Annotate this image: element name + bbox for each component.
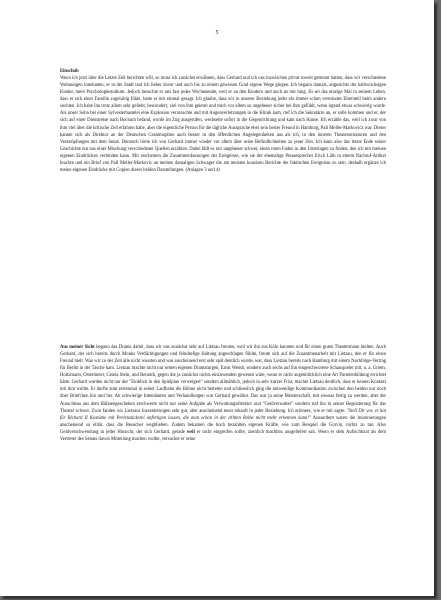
section-heading: Einschub bbox=[60, 69, 79, 74]
paragraph-text-end: er nicht eingreifen sollte, ziemlich machtlos ausgeliefert sah. Wenn er dem Aufsichtsrat als dem Vertreter des Senats davon Mitteilung machen wollte, versuchte er seine bbox=[60, 429, 387, 442]
quote-text: "Stell Dir vor, er hat für Richard II Kostüme mit Perlenstickerei anfertigen lassen, die man schon in der dritten Reihe nicht mehr erkennen kann!" bbox=[60, 408, 387, 421]
section-einschub bbox=[60, 68, 386, 174]
section-paragraph: Wenn ich jetzt über die Letzte Zeit berichten will, so muss ich zunächst erwähnen, dass Gerhard und ich uns inzwischen privat soweit getrennt hatten, dass wir verschiedene Wohnungen innehatten, er in der Stadt und ich lieber davor und auch bis zu einem gewissen Grad eigene Wege gingen. Ich begann damals, angesichts der halbwüchsigen Kinder, mein Psychologiestudium. Jedoch besuchte er uns fast jedes Wochenende, weil er an den Kindern und auch an mir hing. Es sei das einzige Mal in seinem Leben, dass er sich einer Familie zugehörig fühle, hatte er mir einmal gesagt. Ich glaube, dass wir in unserer Beziehung jeder ein immer schon vermisstes Elternteil beim andern suchten. Ich habe ihn trotz allem sehr geliebt, bewundert, viel von ihm gelernt und mich vor allem so ungeheuer sicher bei ihm gefühlt, wenn irgend etwas schwierig wurde. Als unser Sohn bei einer Sylvesterbastelei eine Explosion verursachte und mit Augenverletzungen in die Klinik kam, rief ich die Sekretärin an, er solle kommen und er, der sich auf einer Dienstreise nach Bochum befand, wurde im Zug ausgerufen, wechselte sofort in die Gegenrichtung und kam nach Hause. Ich erzähle das, weil ich zwar von ihm viel über die kritische Zeit erfahren habe, aber die eigentliche Person für die tägliche Aussprache eher sein bester Freund in Hamburg, Pali Meller-Markovicz war. Dieser kannte sich als Direktor an der Deutschen Grammophon auch besser in den öffentlichen Angelegenheiten aus als ich, in den inneren Theaterstrukturen und den Verknüpfungen mit dem Senat. Dennoch hörte ich von Gerhard immer wieder vor allem über seine Befindlichkeiten zu jener Zeit. Ich kann also das letzte Ende seiner Geschichte nur aus einer Mischung verschiedener Quellen erzählen. Dabei fällt es mir ungeheuer schwer, einen roten Faden in den Unterlagen zu finden, den ich mit meinen eigenen Eindrücken verbinden kann. Mir erscheinen die Zusammenfassungen der Ereignisse, wie sie der ehemalige Pressesprecher Erich Lüth in einem Nachruf-Artikel brachte und ein Brief von Pali Meller-Markovic an meinen damaligen Schwager die am meisten konzisen Berichte der faktischen Ereignisse zu sein, deshalb ergänze ich meine eigenen Eindrücke mit Copien dieser beiden Darstellungen. (Anlagen 3 und 4) bbox=[60, 76, 387, 173]
paragraph-text: begann das Drama damit, dass wir uns zunächst sehr auf Lietzau freuten, weil wir ihn aus Köln kannten und für einen guten Theatermann hielten. Auch Gerhard, der sich bereits durch Monks Verdächtigungen und feindselige Haltung angeschlagen fühlte, freute sich auf die Zusammenarbeit mit Lietzau, den er für einen Freund hielt. Was wir zu der Zeit alle nicht wussten und was anscheinend erst sehr spät deutlich wurde, war, dass Lietzau bereits nach Hamburg mit einem Nachfolge-Vertrag für Berlin in der Tasche kam. Lietzau brachte nicht nur seinen eigenen Dramaturgen, Ernst Wendt, sondern auch sechs auf ihn eingeschworene Schauspieler mit, u. a. Griem, Holtzmann, Ostermeier, Gisela Stein, und Benrath, gegen die ja zunächst nichts einzuwenden gewesen wäre, wenn er nicht augenblicklich eine Art Parteienbildung errichtet hätte. Gerhard wurden nicht nur der "Einblick in den Spielplan verweigert" sondern allmählich, jedoch in sehr kurzer Frist, machte Lietzau deutlich, dass er keinen Kontakt mit ihm wollte. Er durfte zum erstenmal in seiner Laufbahn die Bühne nicht betreten und schliesslich ging die notwendige Kommunikation zwischen den beiden nur noch über Briefchen hin und her. An schwierige Intendanten und Verhandlungen war Gerhard gewöhnt. Das war ja seine Meisterschaft, mit soweas fertig zu werden, aber der Ausschluss aus dem Bühnengeschehen erschwerte nicht nur seine Aufgabe als Verwaltungsdirektor und "Geldverwalter" sondern traf ihn in seiner Begeisterung für das Theater schwer. Zwar fanden wir Lietzaus Inszenierungen sehr gut, aber anscheinend teuer erkauft in jeder Beziehung. Ich erinnere, wie er mir sagte: bbox=[60, 345, 386, 414]
paragraph-text-continued: Ausserdem waren die Inszenierungen anscheinend so elitär, dass die Besucher wegblieben. Zudem bekamen die hoch bezahlten eigenen Kräfte, wie zum Beispiel die Gorvin, nichts zu tun. Also Geldverschwendung in jeder Hinsicht, der sich Gerhard, gerade bbox=[60, 415, 386, 435]
paragraph-lead: Aus meiner Sicht bbox=[60, 345, 95, 350]
emphasis-word: weil bbox=[186, 429, 195, 435]
page-number: 5 bbox=[215, 30, 219, 36]
section-aus-meiner-sicht bbox=[60, 344, 386, 443]
